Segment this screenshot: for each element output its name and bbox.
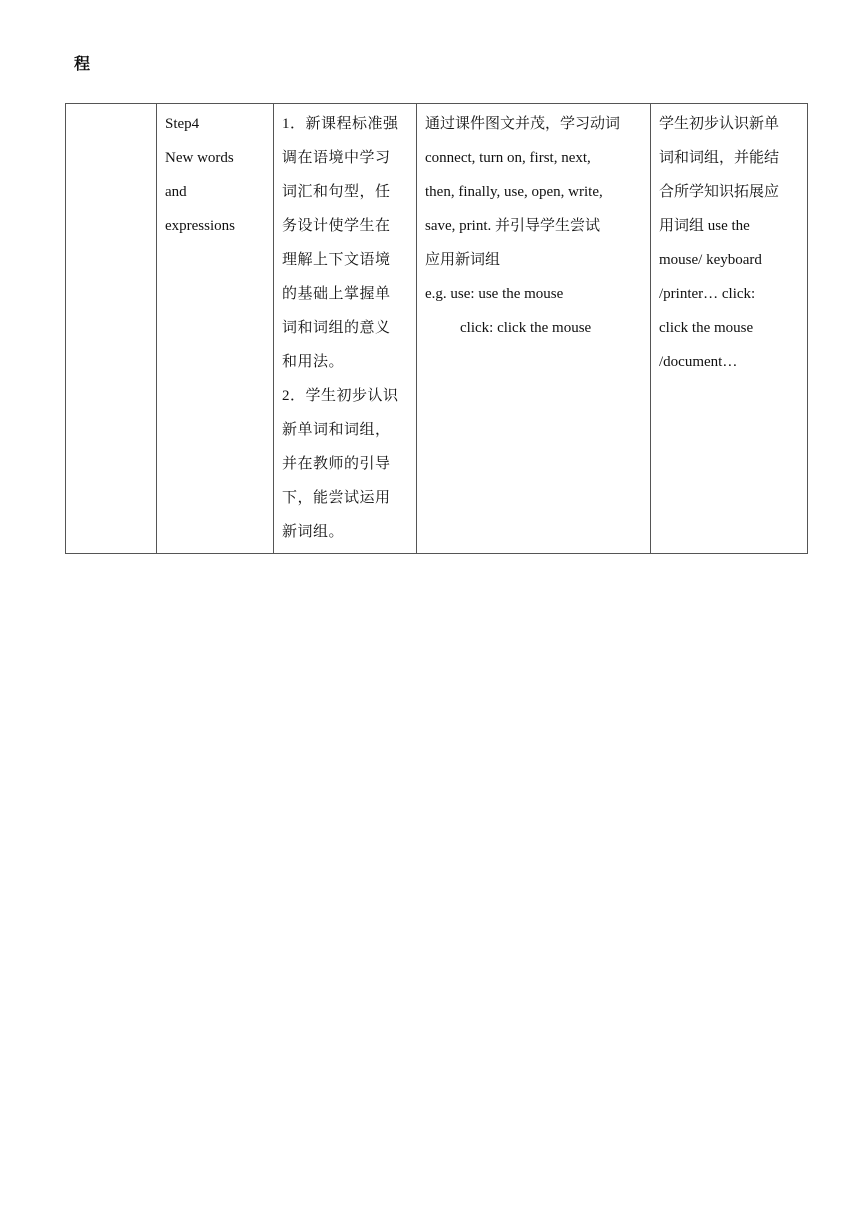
table-row: [66, 104, 808, 554]
outcome-line: 合所学知识拓展应: [659, 184, 780, 200]
activity-line: 通过课件图文并茂，学习动词: [425, 116, 621, 132]
purpose-cell: [274, 104, 417, 554]
outcome-line: 学生初步认识新单: [659, 116, 780, 132]
activity-line: 应用新词组: [425, 252, 501, 268]
step-line: New words: [165, 150, 234, 166]
activity-line: click: click the mouse: [460, 320, 592, 336]
activity-line: save, print. 并引导学生尝试: [425, 218, 600, 234]
lesson-plan-table: [65, 53, 808, 554]
purpose-line: 的基础上掌握单: [282, 286, 391, 302]
purpose-line: 词和词组的意义: [282, 320, 391, 336]
activity-line: e.g. use: use the mouse: [425, 286, 564, 302]
step-cell: [157, 104, 274, 554]
purpose-line: 并在教师的引导: [282, 456, 391, 472]
outcome-line: 词和词组，并能结: [659, 150, 780, 166]
purpose-line: 务设计使学生在: [282, 218, 391, 234]
purpose-line: 词汇和句型，任: [282, 184, 391, 200]
outcome-line: 用词组 use the: [659, 218, 750, 234]
purpose-line: 新词组。: [282, 524, 345, 540]
outcome-line: mouse/ keyboard: [659, 252, 762, 268]
purpose-line: 新单词和词组，: [282, 422, 391, 438]
outcome-line: click the mouse: [659, 320, 754, 336]
purpose-line: 和用法。: [282, 354, 345, 370]
stage-label: 程: [74, 53, 91, 73]
outcome-cell: [651, 104, 808, 554]
outcome-line: /document…: [659, 354, 738, 370]
activity-line: connect, turn on, first, next,: [425, 150, 591, 166]
step-line: Step4: [165, 116, 200, 132]
step-line: expressions: [165, 218, 235, 234]
activity-line: then, finally, use, open, write,: [425, 184, 603, 200]
stage-label-cell: [66, 53, 157, 554]
purpose-line: 2．学生初步认识: [282, 388, 399, 404]
outcome-line: /printer… click:: [659, 286, 756, 302]
purpose-line: 理解上下文语境: [282, 252, 391, 268]
purpose-line: 1．新课程标准强: [282, 116, 399, 132]
purpose-line: 调在语境中学习: [282, 150, 391, 166]
step-line: and: [165, 184, 187, 200]
activity-cell: [417, 104, 651, 554]
purpose-line: 下，能尝试运用: [282, 490, 391, 506]
